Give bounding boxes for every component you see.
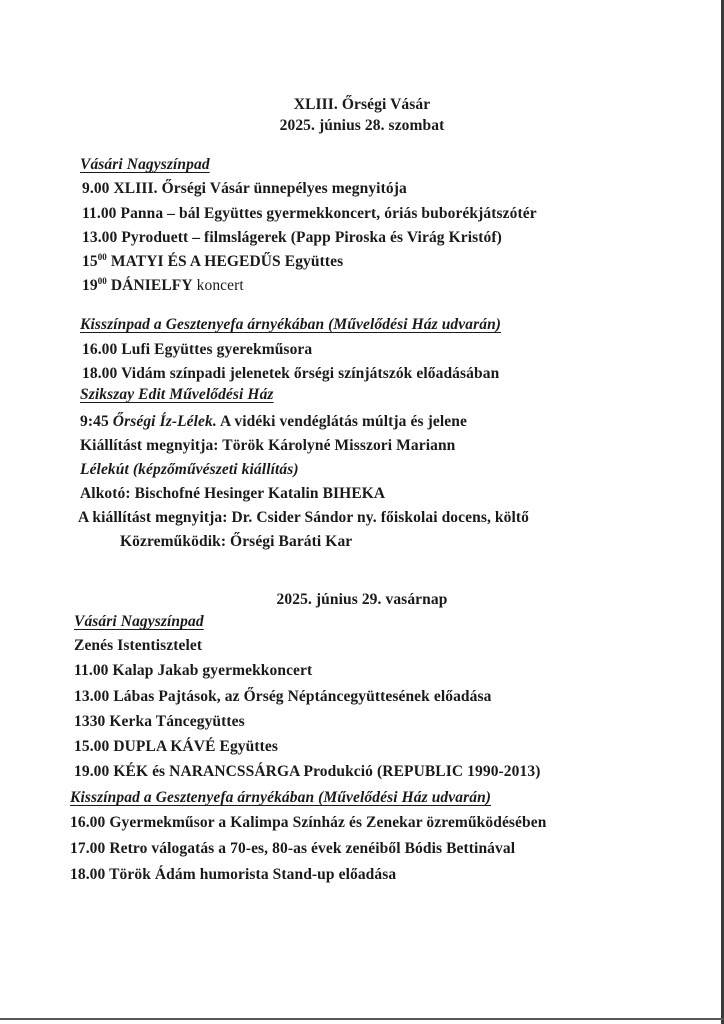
event-hour: 19	[82, 277, 98, 294]
day2-venue-nagyszinpad: Vásári Nagyszínpad	[74, 613, 204, 630]
day1-venue-nagyszinpad: Vásári Nagyszínpad	[80, 156, 210, 173]
day2-event-1500: 15.00 DUPLA KÁVÉ Együttes	[74, 738, 279, 755]
day1-date-heading: 2025. június 28. szombat	[279, 117, 445, 134]
day1-event-0900: 9.00 XLIII. Őrségi Vásár ünnepélyes megnyitója	[82, 180, 407, 197]
event-description: A vidéki vendéglátás múltja és jelene	[216, 413, 467, 430]
day1-event-1600: 16.00 Lufi Együttes gyerekműsora	[82, 341, 313, 358]
event-title: MATYI ÉS A HEGEDŰS Együttes	[106, 253, 344, 270]
day2-event-istentisztelet: Zenés Istentisztelet	[74, 637, 203, 654]
day1-event-0945	[80, 413, 467, 431]
day2-event-1900: 19.00 KÉK és NARANCSSÁRGA Produkció (REPUBLIC 1990-2013)	[74, 763, 541, 780]
day2-event-1600: 16.00 Gyermekműsor a Kalimpa Színház és Zenekar özreműködésében	[70, 814, 547, 831]
event-time: 9:45	[80, 413, 113, 430]
day1-exhibition-opener: Kiállítást megnyitja: Török Károlyné Misszori Mariann	[80, 437, 456, 454]
day1-contributor: Közreműködik: Őrségi Baráti Kar	[120, 533, 353, 550]
event-hour: 15	[82, 253, 98, 270]
day2-event-1100: 11.00 Kalap Jakab gyermekkoncert	[74, 662, 313, 679]
page-title: XLIII. Őrségi Vásár	[293, 96, 431, 113]
day1-event-1100: 11.00 Panna – bál Együttes gyermekkoncert, óriás buborékjátszótér	[82, 205, 537, 222]
day1-event-1500	[82, 253, 343, 271]
day1-venue-muvelodesi-haz: Szikszay Edit Művelődési Ház	[80, 386, 274, 403]
day1-event-1800: 18.00 Vidám színpadi jelenetek őrségi színjátszók előadásában	[82, 365, 500, 382]
event-minute: 00	[97, 252, 107, 262]
event-minute: 00	[97, 276, 107, 286]
day2-event-1800: 18.00 Török Ádám humorista Stand-up előadása	[70, 866, 397, 883]
day1-event-1300: 13.00 Pyroduett – filmslágerek (Papp Piroska és Virág Kristóf)	[82, 229, 502, 246]
event-suffix: koncert	[192, 277, 244, 294]
day1-event-1900	[82, 277, 244, 295]
day2-event-1700: 17.00 Retro válogatás a 70-es, 80-as évek zenéiből Bódis Bettinával	[70, 840, 516, 857]
event-title: DÁNIELFY	[106, 277, 193, 294]
day2-date-heading: 2025. június 29. vasárnap	[276, 591, 448, 608]
day1-exhibition-artist: Alkotó: Bischofné Hesinger Katalin BIHEKA	[80, 485, 386, 502]
day1-exhibition-title: Lélekút (képzőművészeti kiállítás)	[80, 461, 299, 478]
day1-venue-kisszinpad: Kisszínpad a Gesztenyefa árnyékában (Művelődési Ház udvarán)	[80, 316, 502, 333]
event-title: Őrségi Íz-Lélek.	[112, 413, 217, 430]
day1-exhibition-opener-2: A kiállítást megnyitja: Dr. Csider Sándor ny. főiskolai docens, költő	[78, 509, 530, 526]
scan-edge-bottom	[0, 1018, 724, 1020]
day2-event-1330: 1330 Kerka Táncegyüttes	[74, 713, 245, 730]
day2-event-1300: 13.00 Lábas Pajtások, az Őrség Néptáncegyüttesének előadása	[74, 688, 492, 705]
day2-venue-kisszinpad: Kisszínpad a Gesztenyefa árnyékában (Művelődési Ház udvarán)	[70, 789, 492, 806]
